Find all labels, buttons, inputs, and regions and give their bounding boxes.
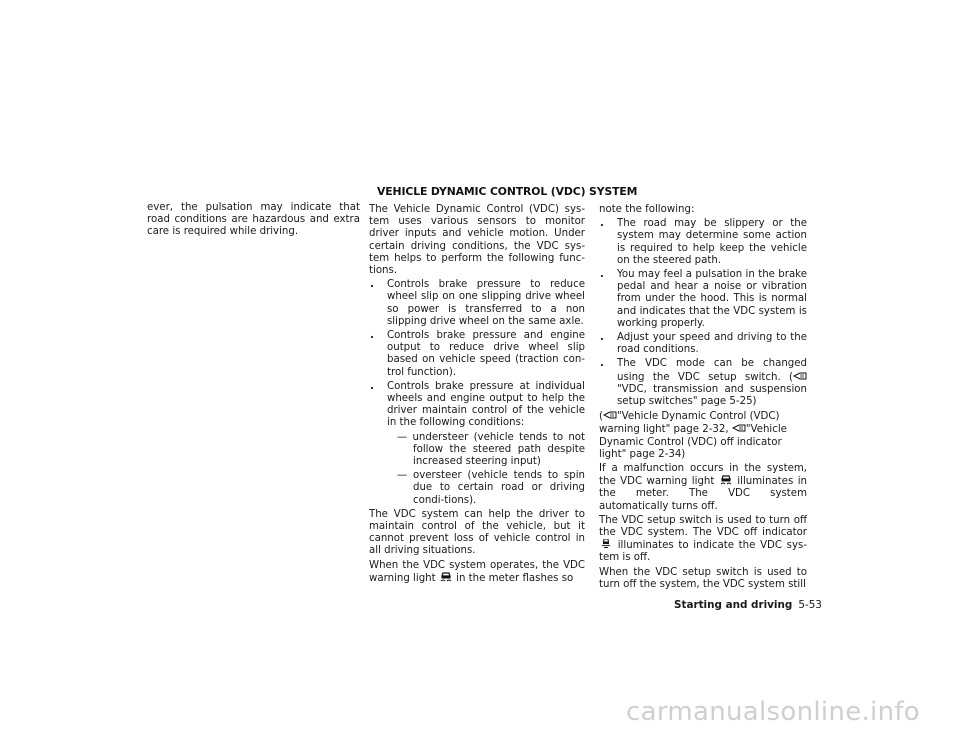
list-item: . Controls brake pressure and engine output to reduce drive wheel slip based on vehicle speed (traction con-trol function). — [370, 330, 585, 378]
page-number: 5-53 — [798, 599, 822, 611]
paragraph: If a malfunction occurs in the system, the VDC warning light illuminates in the meter. The VDC system automatically turns off. — [599, 463, 807, 512]
list-item: . Adjust your speed and driving to the road conditions. — [600, 332, 807, 356]
page-footer — [674, 599, 822, 611]
section-heading: VEHICLE DYNAMIC CONTROL (VDC) SYSTEM — [377, 185, 638, 198]
sub-list-item: — understeer (vehicle tends to not follow the steered path despite increased steering input) — [397, 431, 585, 468]
intro-paragraph: The Vehicle Dynamic Control (VDC) sys-tem uses various sensors to monitor driver inputs and vehicle motion. Under certain driving conditions, the VDC sys-tem helps to perform the following func-tions. — [369, 204, 585, 277]
list-item: . You may feel a pulsation in the brake pedal and hear a noise or vibration from under the hood. This is normal and indicates that the VDC system is working properly. — [600, 269, 807, 329]
paragraph: When the VDC system operates, the VDC warning light in the meter flashes so — [369, 559, 585, 584]
column-2 — [369, 204, 585, 587]
column-1 — [147, 202, 360, 241]
watermark: carmanualsonline.info — [626, 697, 921, 727]
reference-paragraph: ( "Vehicle Dynamic Control (VDC) warning light" page 2-32, "Vehicle Dynamic Control (VDC) off indicator light" page 2-34) — [599, 411, 787, 460]
continued-paragraph: ever, the pulsation may indicate that road conditions are hazardous and extra care is required while driving. — [147, 202, 360, 238]
reference-pointer-icon — [793, 371, 807, 381]
sub-list-item: — oversteer (vehicle tends to spin due to certain road or driving condi-tions). — [397, 470, 585, 506]
reference-pointer-icon — [603, 410, 617, 420]
reference-pointer-icon — [732, 423, 746, 433]
vdc-off-indicator-icon — [599, 539, 613, 549]
list-item: . Controls brake pressure to reduce wheel slip on one slipping drive wheel so power is transferred to a non slipping drive wheel on the same axle. — [370, 279, 585, 327]
paragraph: The VDC setup switch is used to turn off the VDC system. The VDC off indicator illuminates to indicate the VDC sys-tem is off. — [599, 514, 808, 564]
footer-section-title: Starting and driving — [674, 599, 793, 611]
column-3 — [599, 204, 807, 593]
vdc-warning-light-icon — [439, 572, 453, 582]
vdc-warning-light-icon — [719, 475, 733, 485]
paragraph: The VDC system can help the driver to maintain control of the vehicle, but it cannot prevent loss of vehicle control in all driving situations. — [369, 508, 585, 557]
list-item: . The VDC mode can be changed using the VDC setup switch. ("VDC, transmission and suspension setup switches" page 5-25) — [600, 358, 807, 408]
list-item: . The road may be slippery or the system may determine some action is required to help keep the vehicle on the steered path. — [600, 218, 807, 266]
lead-text: note the following: — [599, 204, 695, 215]
paragraph: When the VDC setup switch is used to turn off the system, the VDC system still — [599, 566, 807, 590]
list-item: . Controls brake pressure at individual wheels and engine output to help the driver maintain control of the vehicle in the following conditions: — [370, 380, 585, 429]
